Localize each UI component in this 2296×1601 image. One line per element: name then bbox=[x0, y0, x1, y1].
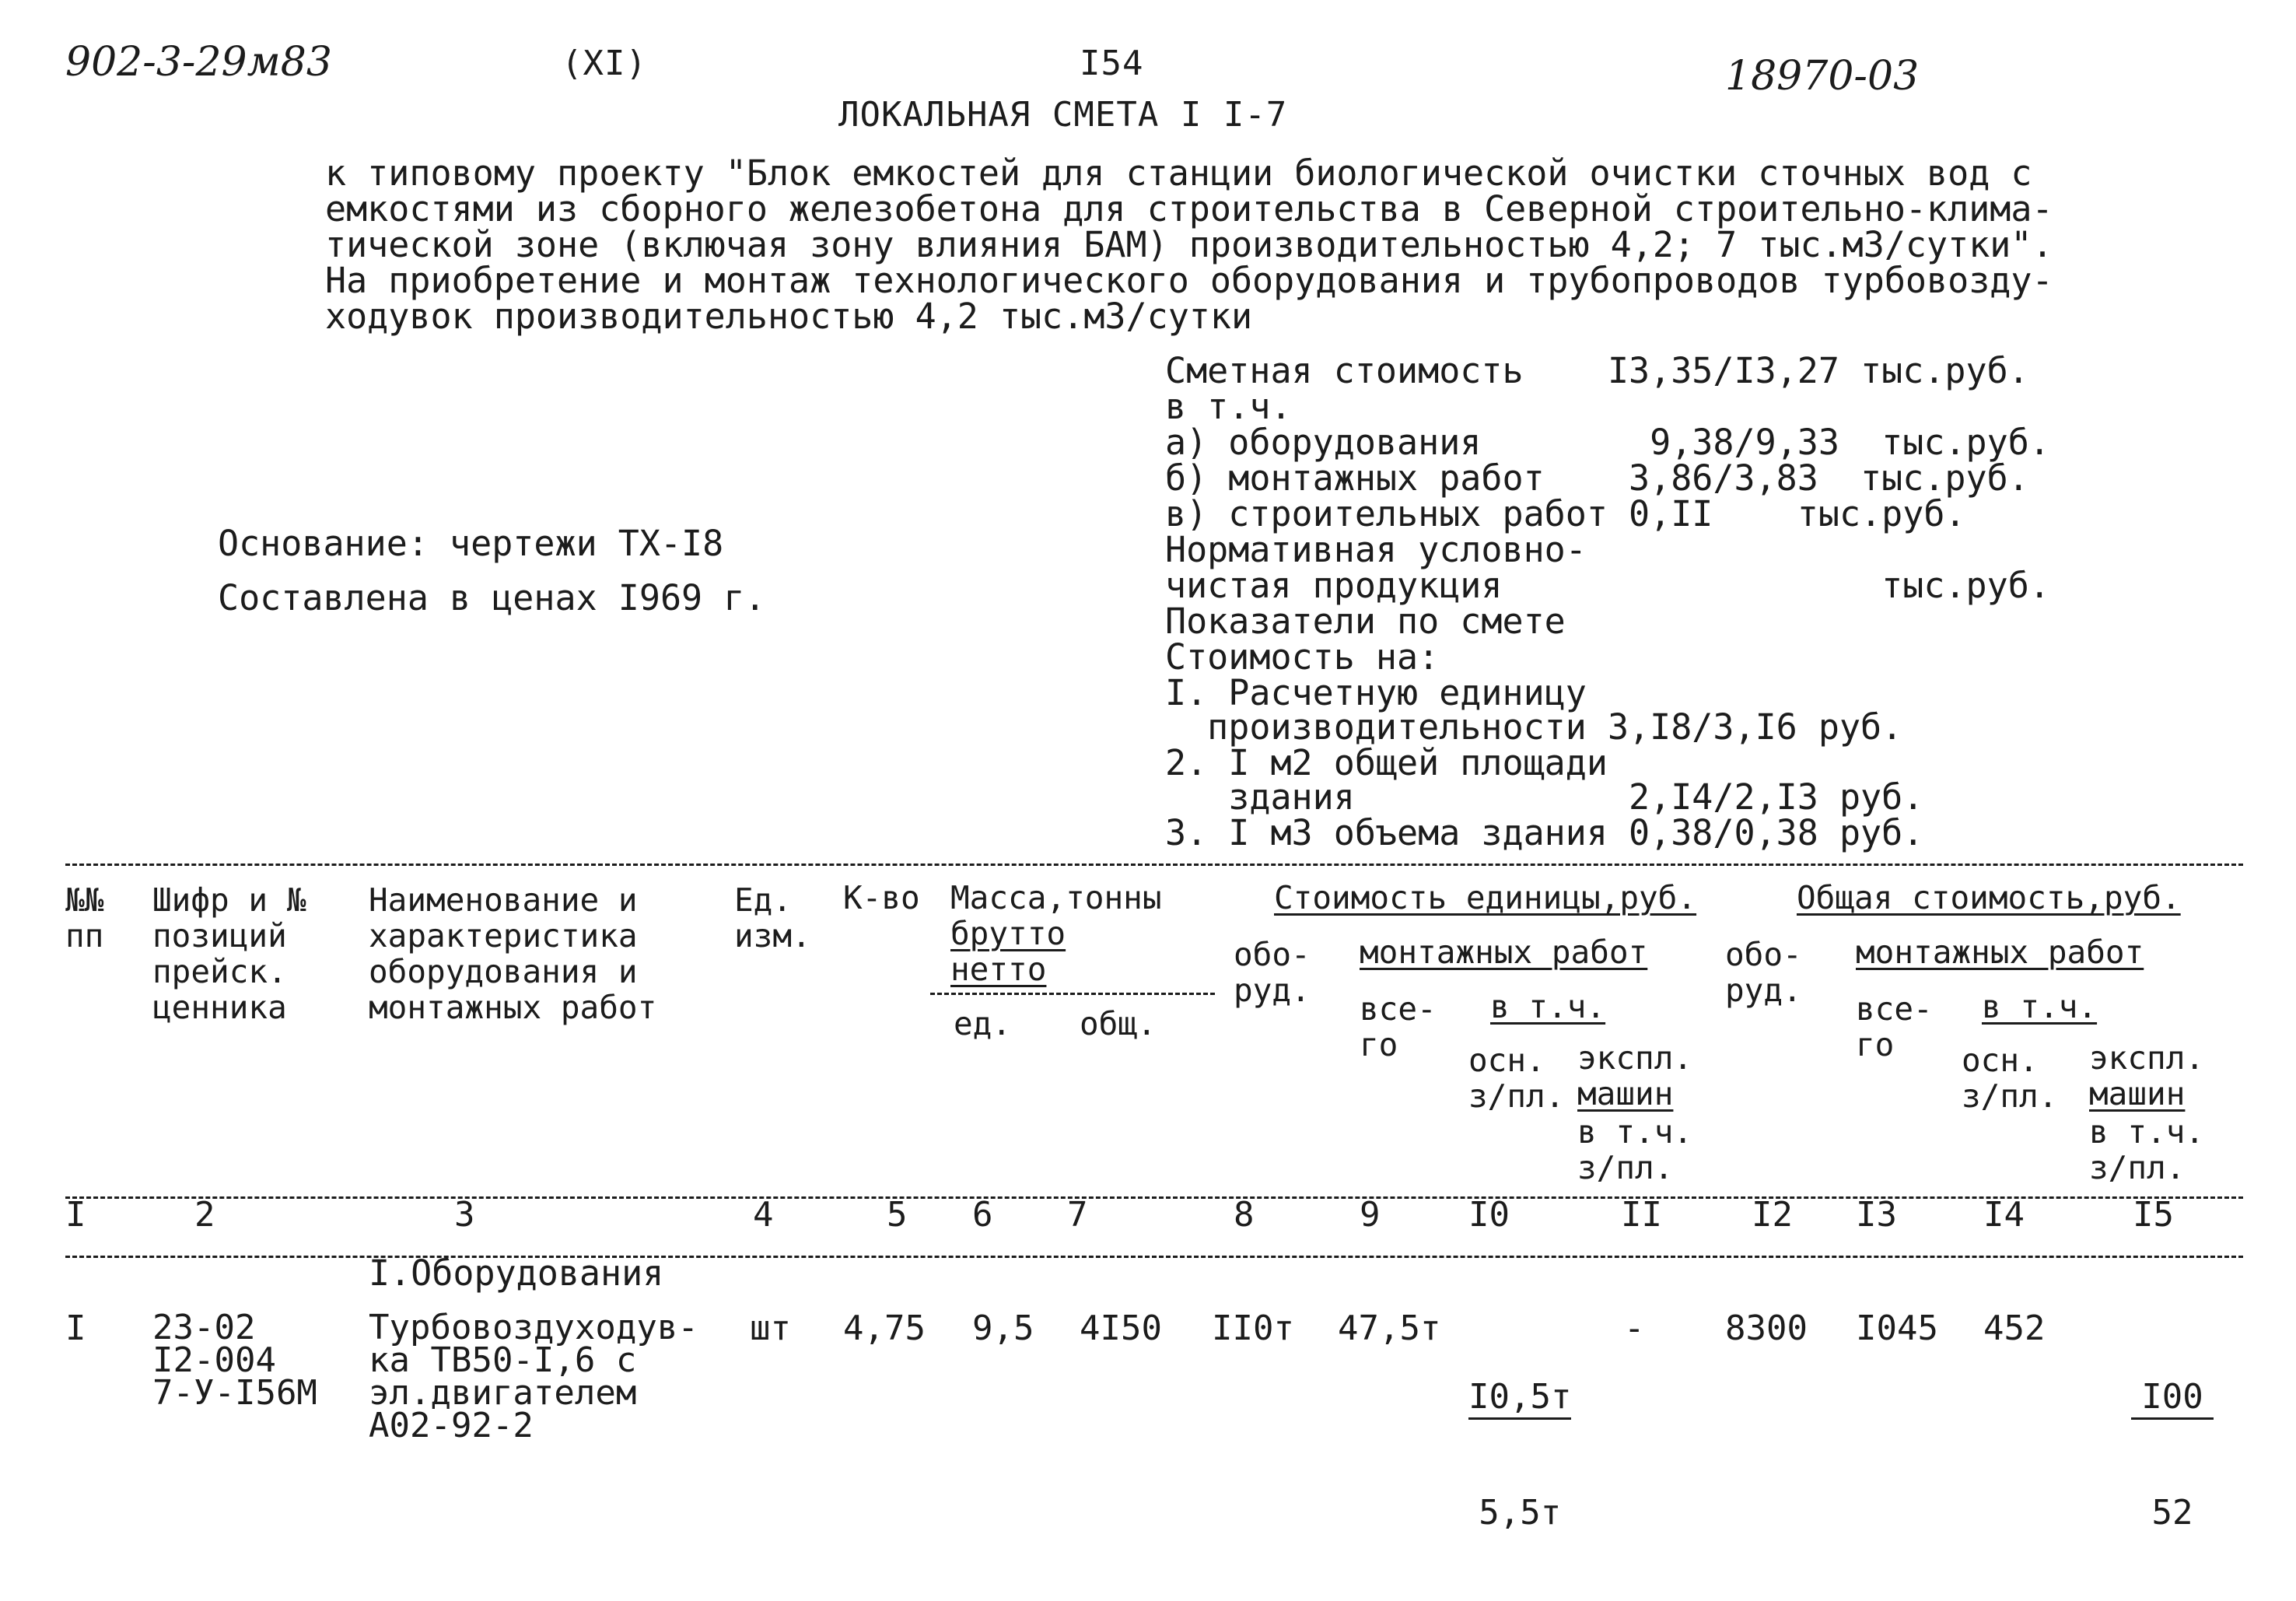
row-base-wage-unit bbox=[1468, 1312, 1571, 1599]
header-total-equip: обо- руд. bbox=[1725, 936, 1802, 1009]
document-title: ЛОКАЛЬНАЯ СМЕТА I I-7 bbox=[838, 95, 1288, 135]
header-total-install: монтажных работ bbox=[1856, 934, 2144, 971]
row-base-wage-unit-top: I0,5т bbox=[1468, 1380, 1571, 1420]
table-top-rule bbox=[65, 864, 2243, 866]
summary-unit-1: I. Расчетную единицу bbox=[1165, 672, 1587, 713]
column-numbers-rule bbox=[65, 1196, 2243, 1199]
header-unit-machine-ops: экспл. bbox=[1577, 1039, 1693, 1077]
summary-equipment: а) оборудования 9,38/9,33 тыс.руб. bbox=[1165, 422, 2050, 463]
description-line-3: тической зоне (включая зону влияния БАМ) производительностью 4,2; 7 тыс.м3/сутки". bbox=[325, 224, 2053, 265]
row-equip-total: 8300 bbox=[1725, 1308, 1808, 1348]
header-mass-brutto: брутто bbox=[950, 915, 1066, 952]
basis-drawings: Основание: чертежи ТХ-I8 bbox=[218, 523, 724, 564]
summary-construction: в) строительных работ 0,II тыс.руб. bbox=[1165, 493, 1966, 534]
header-unit: Ед. изм. bbox=[734, 881, 811, 955]
summary-unit-3: 3. I м3 объема здания 0,38/0,38 руб. bbox=[1165, 812, 1924, 853]
column-number: 7 bbox=[1067, 1195, 1088, 1235]
row-code: 23-02 I2-004 7-У-I56М bbox=[152, 1308, 317, 1413]
header-unit-cost: Стоимость единицы,руб. bbox=[1274, 879, 1697, 916]
description-line-5: ходувок производительностью 4,2 тыс.м3/сутки bbox=[325, 296, 1253, 337]
header-mass: Масса,тонны bbox=[950, 879, 1162, 916]
column-number: 8 bbox=[1234, 1195, 1255, 1235]
column-number: II bbox=[1621, 1195, 1662, 1235]
album-number: (XI) bbox=[562, 44, 647, 83]
header-mass-total: общ. bbox=[1080, 1005, 1157, 1042]
header-unit-equip: обо- руд. bbox=[1234, 936, 1311, 1009]
summary-unit-2: 2. I м2 общей площади bbox=[1165, 742, 1608, 783]
row-machines-total bbox=[2131, 1312, 2214, 1599]
column-number: 2 bbox=[194, 1195, 215, 1235]
column-number: 6 bbox=[972, 1195, 993, 1235]
row-install-total: I045 bbox=[1856, 1308, 1938, 1348]
header-unit-incl: в т.ч. bbox=[1490, 988, 1606, 1025]
summary-estimated-cost: Сметная стоимость I3,35/I3,27 тыс.руб. bbox=[1165, 350, 2029, 391]
header-total-cost: Общая стоимость,руб. bbox=[1797, 879, 2181, 916]
registration-number: 18970-03 bbox=[1725, 53, 1920, 100]
row-machines-unit: - bbox=[1624, 1308, 1645, 1348]
row-num: I bbox=[65, 1308, 86, 1348]
header-mass-unit: ед. bbox=[954, 1005, 1012, 1042]
column-number: I3 bbox=[1856, 1195, 1897, 1235]
column-number: I5 bbox=[2133, 1195, 2174, 1235]
row-mass-unit: 9,5 bbox=[972, 1308, 1034, 1348]
header-total-machines: машин bbox=[2089, 1075, 2186, 1112]
header-total-base-wage: осн. з/пл. bbox=[1962, 1042, 2058, 1115]
row-equip-unit: II0т bbox=[1212, 1308, 1294, 1348]
row-base-wage-total: 452 bbox=[1983, 1308, 2046, 1348]
header-total-machine-ops: экспл. bbox=[2089, 1039, 2205, 1077]
summary-normative-1: Нормативная условно- bbox=[1165, 529, 1587, 570]
page-number: I54 bbox=[1080, 44, 1144, 83]
header-unit-total: все- го bbox=[1360, 990, 1437, 1063]
header-total-incl: в т.ч. bbox=[1982, 988, 2098, 1025]
summary-indicators: Показатели по смете bbox=[1165, 601, 1566, 642]
description-line-1: к типовому проекту "Блок емкостей для станции биологической очистки сточных вод с bbox=[325, 152, 2032, 194]
column-number: 4 bbox=[753, 1195, 774, 1235]
basis-prices: Составлена в ценах I969 г. bbox=[218, 577, 766, 618]
column-number: I4 bbox=[1983, 1195, 2025, 1235]
header-mass-netto: нетто bbox=[950, 951, 1047, 988]
header-total-incl-wage: в т.ч. з/пл. bbox=[2089, 1113, 2205, 1186]
header-qty: К-во bbox=[843, 879, 920, 916]
column-number: 5 bbox=[887, 1195, 908, 1235]
row-unit: шт bbox=[750, 1308, 791, 1348]
summary-including: в т.ч. bbox=[1165, 386, 1292, 427]
header-unit-install: монтажных работ bbox=[1360, 934, 1648, 971]
header-total-all: все- го bbox=[1856, 990, 1933, 1063]
row-machines-total-top: I00 bbox=[2131, 1380, 2214, 1420]
mass-divider bbox=[930, 993, 1215, 995]
summary-unit-1-value: производительности 3,I8/3,I6 руб. bbox=[1165, 706, 1903, 748]
section-title: I.Оборудования bbox=[369, 1252, 664, 1294]
row-install-total-unit: 47,5т bbox=[1338, 1308, 1441, 1348]
description-line-4: На приобретение и монтаж технологического оборудования и трубопроводов турбовозду- bbox=[325, 260, 2053, 301]
header-name: Наименование и характеристика оборудования и монтажных работ bbox=[369, 881, 657, 1026]
column-number: 9 bbox=[1360, 1195, 1381, 1235]
column-number: I bbox=[65, 1195, 86, 1235]
row-base-wage-unit-bottom: 5,5т bbox=[1479, 1493, 1562, 1533]
header-code: Шифр и № позиций прейск. ценника bbox=[152, 881, 306, 1026]
column-number: 3 bbox=[454, 1195, 475, 1235]
row-machines-total-bottom: 52 bbox=[2151, 1493, 2193, 1533]
column-number: I2 bbox=[1752, 1195, 1793, 1235]
header-unit-machines: машин bbox=[1577, 1075, 1674, 1112]
header-num: №№ пп bbox=[65, 881, 104, 955]
row-name: Турбовоздуходув- ка ТВ50-I,6 с эл.двигателем А02-92-2 bbox=[369, 1308, 698, 1445]
row-mass-total: 4I50 bbox=[1080, 1308, 1162, 1348]
row-qty: 4,75 bbox=[843, 1308, 926, 1348]
header-unit-base-wage: осн. з/пл. bbox=[1468, 1042, 1565, 1115]
summary-normative-2: чистая продукция тыс.руб. bbox=[1165, 565, 2050, 606]
header-unit-incl-wage: в т.ч. з/пл. bbox=[1577, 1113, 1693, 1186]
summary-cost-per: Стоимость на: bbox=[1165, 636, 1440, 678]
summary-installation: б) монтажных работ 3,86/3,83 тыс.руб. bbox=[1165, 457, 2029, 499]
column-number: I0 bbox=[1468, 1195, 1510, 1235]
summary-unit-2-value: здания 2,I4/2,I3 руб. bbox=[1165, 776, 1924, 818]
project-code: 902-3-29м83 bbox=[65, 39, 332, 86]
description-line-2: емкостями из сборного железобетона для строительства в Северной строительно-клима- bbox=[325, 188, 2053, 229]
